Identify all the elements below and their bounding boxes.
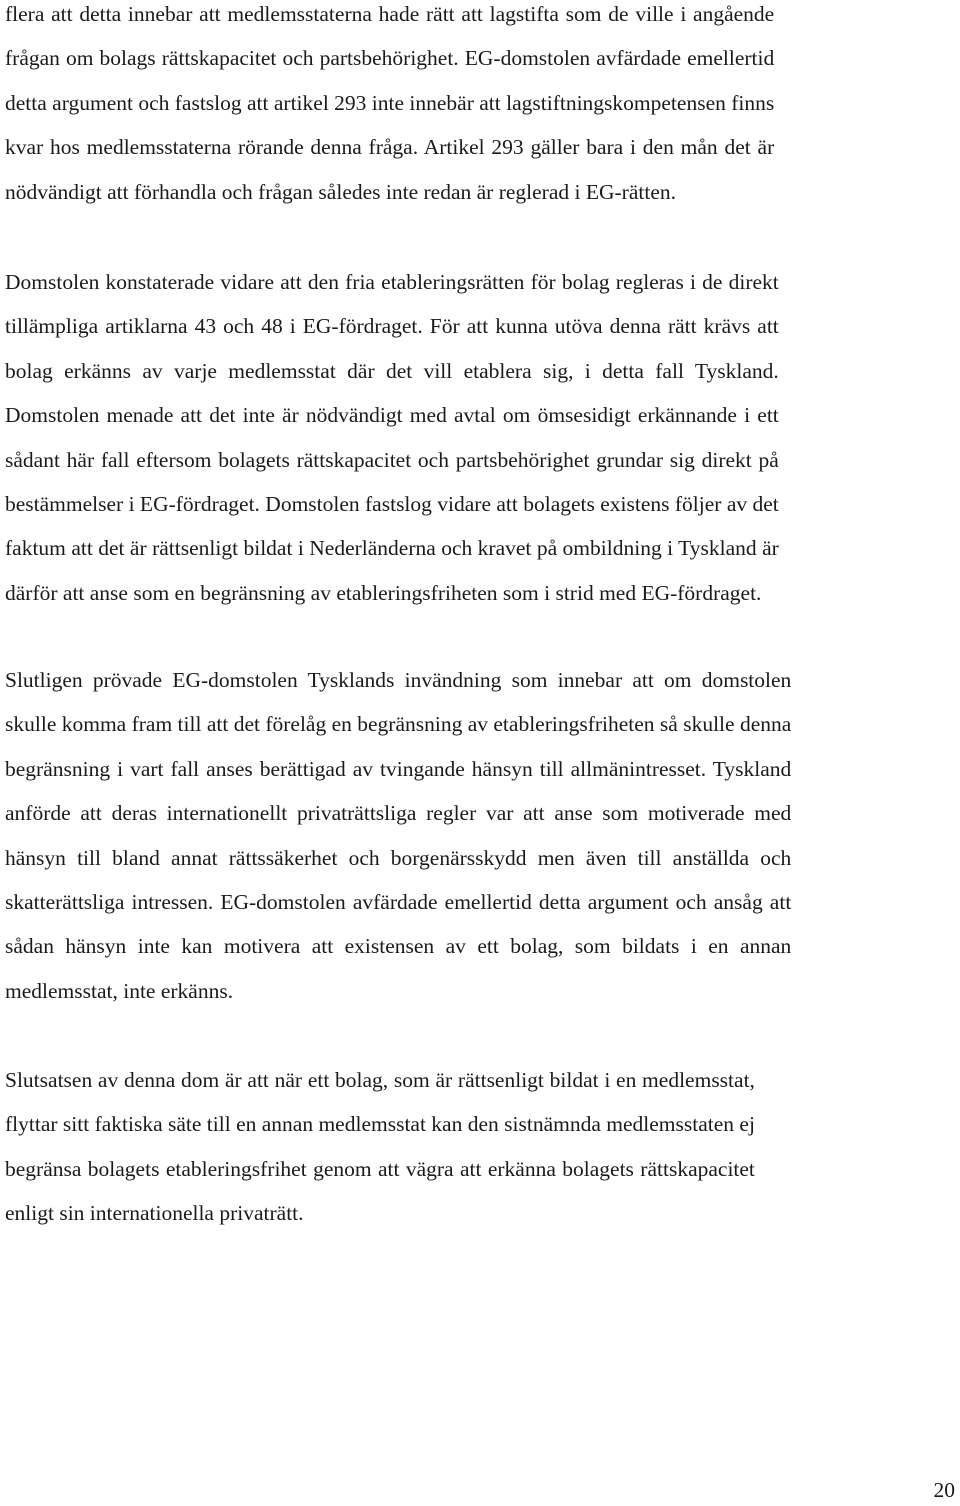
text-line: tillämpliga artiklarna 43 och 48 i EG-fördraget. För att kunna utöva denna rätt krävs att [5,314,779,339]
text-line: bolag erkänns av varje medlemsstat där det vill etablera sig, i detta fall Tyskland. [5,358,779,383]
text-line: därför att anse som en begränsning av etableringsfriheten som i strid med EG-fördraget. [5,580,762,605]
text-line: frågan om bolags rättskapacitet och partsbehörighet. EG-domstolen avfärdade emellertid [5,46,775,71]
text-line: sådan hänsyn inte kan motivera att existensen av ett bolag, som bildats i en annan [5,934,792,959]
paragraph-1 [5,0,774,214]
paragraph-3 [5,658,791,1013]
text-line: Slutligen prövade EG-domstolen Tysklands invändning som innebar att om domstolen [5,668,792,692]
text-line: begränsa bolagets etableringsfrihet genom att vägra att erkänna bolagets rättskapacitet [5,1156,755,1181]
text-line: skatterättsliga intressen. EG-domstolen avfärdade emellertid detta argument och ansåg att [5,890,792,915]
text-line: kvar hos medlemsstaterna rörande denna fråga. Artikel 293 gäller bara i den mån det är [5,135,775,160]
text-line: enligt sin internationella privaträtt. [5,1201,304,1226]
text-line: faktum att det är rättsenligt bildat i Nederländerna och kravet på ombildning i Tyskland är [5,536,779,561]
paragraph-2 [5,260,779,615]
text-line: skulle komma fram till att det förelåg en begränsning av etableringsfriheten så skulle denna [5,712,792,737]
paragraph-4 [5,1058,755,1236]
text-line: flyttar sitt faktiska säte till en annan medlemsstat kan den sistnämnda medlemsstaten ej [5,1112,755,1137]
text-line: begränsning i vart fall anses berättigad av tvingande hänsyn till allmänintresset. Tyskland [5,756,792,781]
text-line: anförde att deras internationellt privaträttsliga regler var att anse som motiverade med [5,801,792,826]
text-line: Domstolen konstaterade vidare att den fria etableringsrätten för bolag regleras i de direkt [5,270,779,294]
text-line: detta argument och fastslog att artikel 293 inte innebär att lagstiftningskompetensen finns [5,90,775,115]
text-line: hänsyn till bland annat rättssäkerhet och borgenärsskydd men även till anställda och [5,845,792,870]
text-line: Slutsatsen av denna dom är att när ett bolag, som är rättsenligt bildat i en medlemsstat, [5,1068,755,1092]
text-line: flera att detta innebar att medlemsstaterna hade rätt att lagstifta som de ville i angående [5,2,775,26]
text-line: bestämmelser i EG-fördraget. Domstolen fastslog vidare att bolagets existens följer av det [5,492,779,517]
page-number: 20 [933,1478,955,1502]
text-line: medlemsstat, inte erkänns. [5,978,234,1003]
text-line: nödvändigt att förhandla och frågan således inte redan är reglerad i EG-rätten. [5,179,676,204]
text-line: Domstolen menade att det inte är nödvändigt med avtal om ömsesidigt erkännande i ett [5,403,779,428]
text-line: sådant här fall eftersom bolagets rättskapacitet och partsbehörighet grundar sig direkt på [5,447,779,472]
